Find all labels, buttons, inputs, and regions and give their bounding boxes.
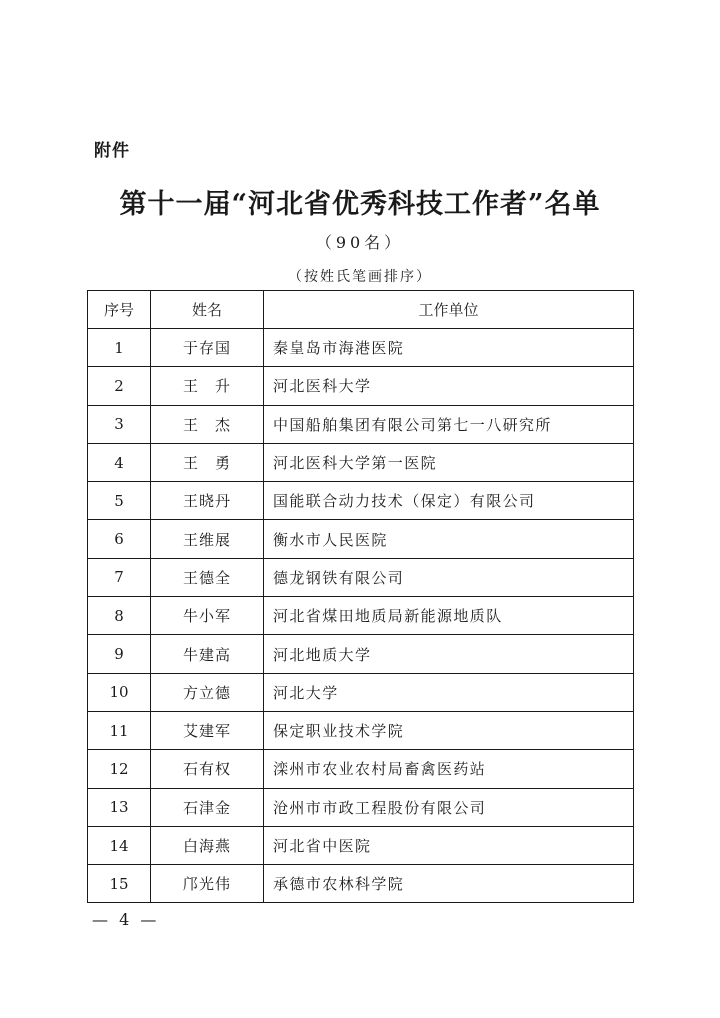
document-title: 第十一届“河北省优秀科技工作者”名单 <box>119 189 601 220</box>
person-name: 王 勇 <box>151 443 264 481</box>
table-row <box>88 329 634 367</box>
work-unit: 中国船舶集团有限公司第七一八研究所 <box>264 405 634 443</box>
table-row <box>88 367 634 405</box>
row-number: 2 <box>88 367 151 405</box>
person-name: 王德全 <box>151 558 264 596</box>
work-unit: 滦州市农业农村局畜禽医药站 <box>264 750 634 788</box>
row-number: 15 <box>88 865 151 903</box>
table-row <box>88 673 634 711</box>
table-header-row <box>88 291 634 329</box>
honoree-count: （90名） <box>315 233 405 252</box>
work-unit: 国能联合动力技术（保定）有限公司 <box>264 482 634 520</box>
work-unit: 沧州市市政工程股份有限公司 <box>264 788 634 826</box>
row-number: 10 <box>88 673 151 711</box>
row-number: 11 <box>88 711 151 749</box>
column-header-organization: 工作单位 <box>264 291 634 329</box>
work-unit: 河北医科大学 <box>264 367 634 405</box>
table-row <box>88 635 634 673</box>
sort-note: （按姓氏笔画排序） <box>288 269 432 285</box>
work-unit: 河北省中医院 <box>264 826 634 864</box>
table-row <box>88 520 634 558</box>
work-unit: 河北省煤田地质局新能源地质队 <box>264 597 634 635</box>
table-row <box>88 482 634 520</box>
table-body <box>88 329 634 903</box>
person-name: 王 升 <box>151 367 264 405</box>
page-number: — 4 — <box>92 910 160 929</box>
row-number: 9 <box>88 635 151 673</box>
table-row <box>88 597 634 635</box>
row-number: 13 <box>88 788 151 826</box>
person-name: 艾建军 <box>151 711 264 749</box>
person-name: 王维展 <box>151 520 264 558</box>
person-name: 石津金 <box>151 788 264 826</box>
row-number: 5 <box>88 482 151 520</box>
honoree-table <box>87 290 634 903</box>
row-number: 12 <box>88 750 151 788</box>
attachment-label: 附件 <box>94 141 130 161</box>
person-name: 邝光伟 <box>151 865 264 903</box>
table-row <box>88 826 634 864</box>
work-unit: 河北大学 <box>264 673 634 711</box>
table-row <box>88 443 634 481</box>
work-unit: 承德市农林科学院 <box>264 865 634 903</box>
table-row <box>88 405 634 443</box>
table-row <box>88 865 634 903</box>
table-row <box>88 750 634 788</box>
row-number: 8 <box>88 597 151 635</box>
person-name: 牛建高 <box>151 635 264 673</box>
row-number: 14 <box>88 826 151 864</box>
table-row <box>88 711 634 749</box>
row-number: 6 <box>88 520 151 558</box>
column-header-number: 序号 <box>88 291 151 329</box>
work-unit: 衡水市人民医院 <box>264 520 634 558</box>
person-name: 牛小军 <box>151 597 264 635</box>
person-name: 于存国 <box>151 329 264 367</box>
work-unit: 保定职业技术学院 <box>264 711 634 749</box>
row-number: 7 <box>88 558 151 596</box>
row-number: 1 <box>88 329 151 367</box>
table-row <box>88 788 634 826</box>
row-number: 3 <box>88 405 151 443</box>
table-row <box>88 558 634 596</box>
column-header-name: 姓名 <box>151 291 264 329</box>
person-name: 王 杰 <box>151 405 264 443</box>
person-name: 石有权 <box>151 750 264 788</box>
work-unit: 河北医科大学第一医院 <box>264 443 634 481</box>
row-number: 4 <box>88 443 151 481</box>
person-name: 白海燕 <box>151 826 264 864</box>
work-unit: 秦皇岛市海港医院 <box>264 329 634 367</box>
work-unit: 河北地质大学 <box>264 635 634 673</box>
person-name: 王晓丹 <box>151 482 264 520</box>
work-unit: 德龙钢铁有限公司 <box>264 558 634 596</box>
person-name: 方立德 <box>151 673 264 711</box>
